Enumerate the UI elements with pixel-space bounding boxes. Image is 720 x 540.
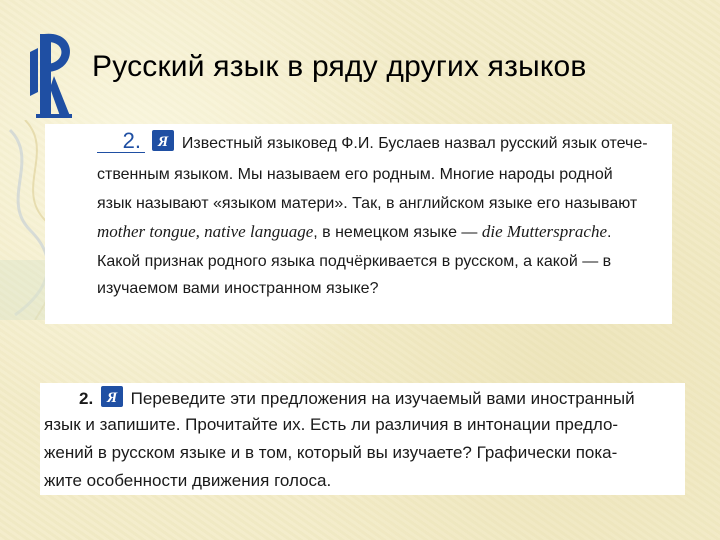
exercise-card-2: [40, 383, 685, 495]
exercise-2-text-line: жите особенности движения голоса.: [44, 471, 332, 490]
exercise-1-text-line: язык называют «языком матери». Так, в английском языке его называют: [97, 195, 638, 212]
line-text: , в немецком языке —: [313, 224, 482, 241]
italic-phrase: mother tongue, native language: [97, 222, 314, 241]
slide-title: Русский язык в ряду других языков: [92, 50, 587, 83]
svg-text:Я: Я: [158, 134, 169, 150]
exercise-2-text-line: язык и запишите. Прочитайте их. Есть ли различия в интонации предло-: [44, 415, 619, 434]
exercise-card-1: [45, 124, 672, 324]
exercise-1-text-line: Какой признак родного языка подчёркивается в русском, а какой — в: [97, 253, 612, 270]
exercise-1-text-line: изучаемом вами иностранном языке?: [97, 280, 379, 297]
exercise-1-text-line: Известный языковед Ф.И. Буслаев назвал русский язык отече-: [181, 135, 648, 152]
line-text: .: [606, 224, 612, 241]
exercise-2-text-line: Переведите эти предложения на изучаемый вами иностранный: [130, 389, 635, 408]
exercise-2-text-line: жений в русском языке и в том, который вы изучаете? Графически пока-: [44, 443, 618, 462]
exercise-1-first-line: [97, 130, 648, 154]
ya-textbook-icon: [152, 130, 174, 151]
exercise-2-first-line: [79, 386, 635, 409]
exercise-1-text-line: ственным языком. Мы называем его родным. Многие народы родной: [97, 166, 613, 183]
svg-text:Я: Я: [106, 390, 118, 406]
exercise-number: 2.: [79, 389, 94, 408]
stylized-letter-r-logo-icon: [26, 22, 78, 122]
ya-textbook-icon: [101, 386, 123, 407]
exercise-number: 2.: [97, 130, 145, 153]
italic-phrase: die Muttersprache: [481, 222, 607, 241]
exercise-1-text-line: [97, 222, 611, 243]
